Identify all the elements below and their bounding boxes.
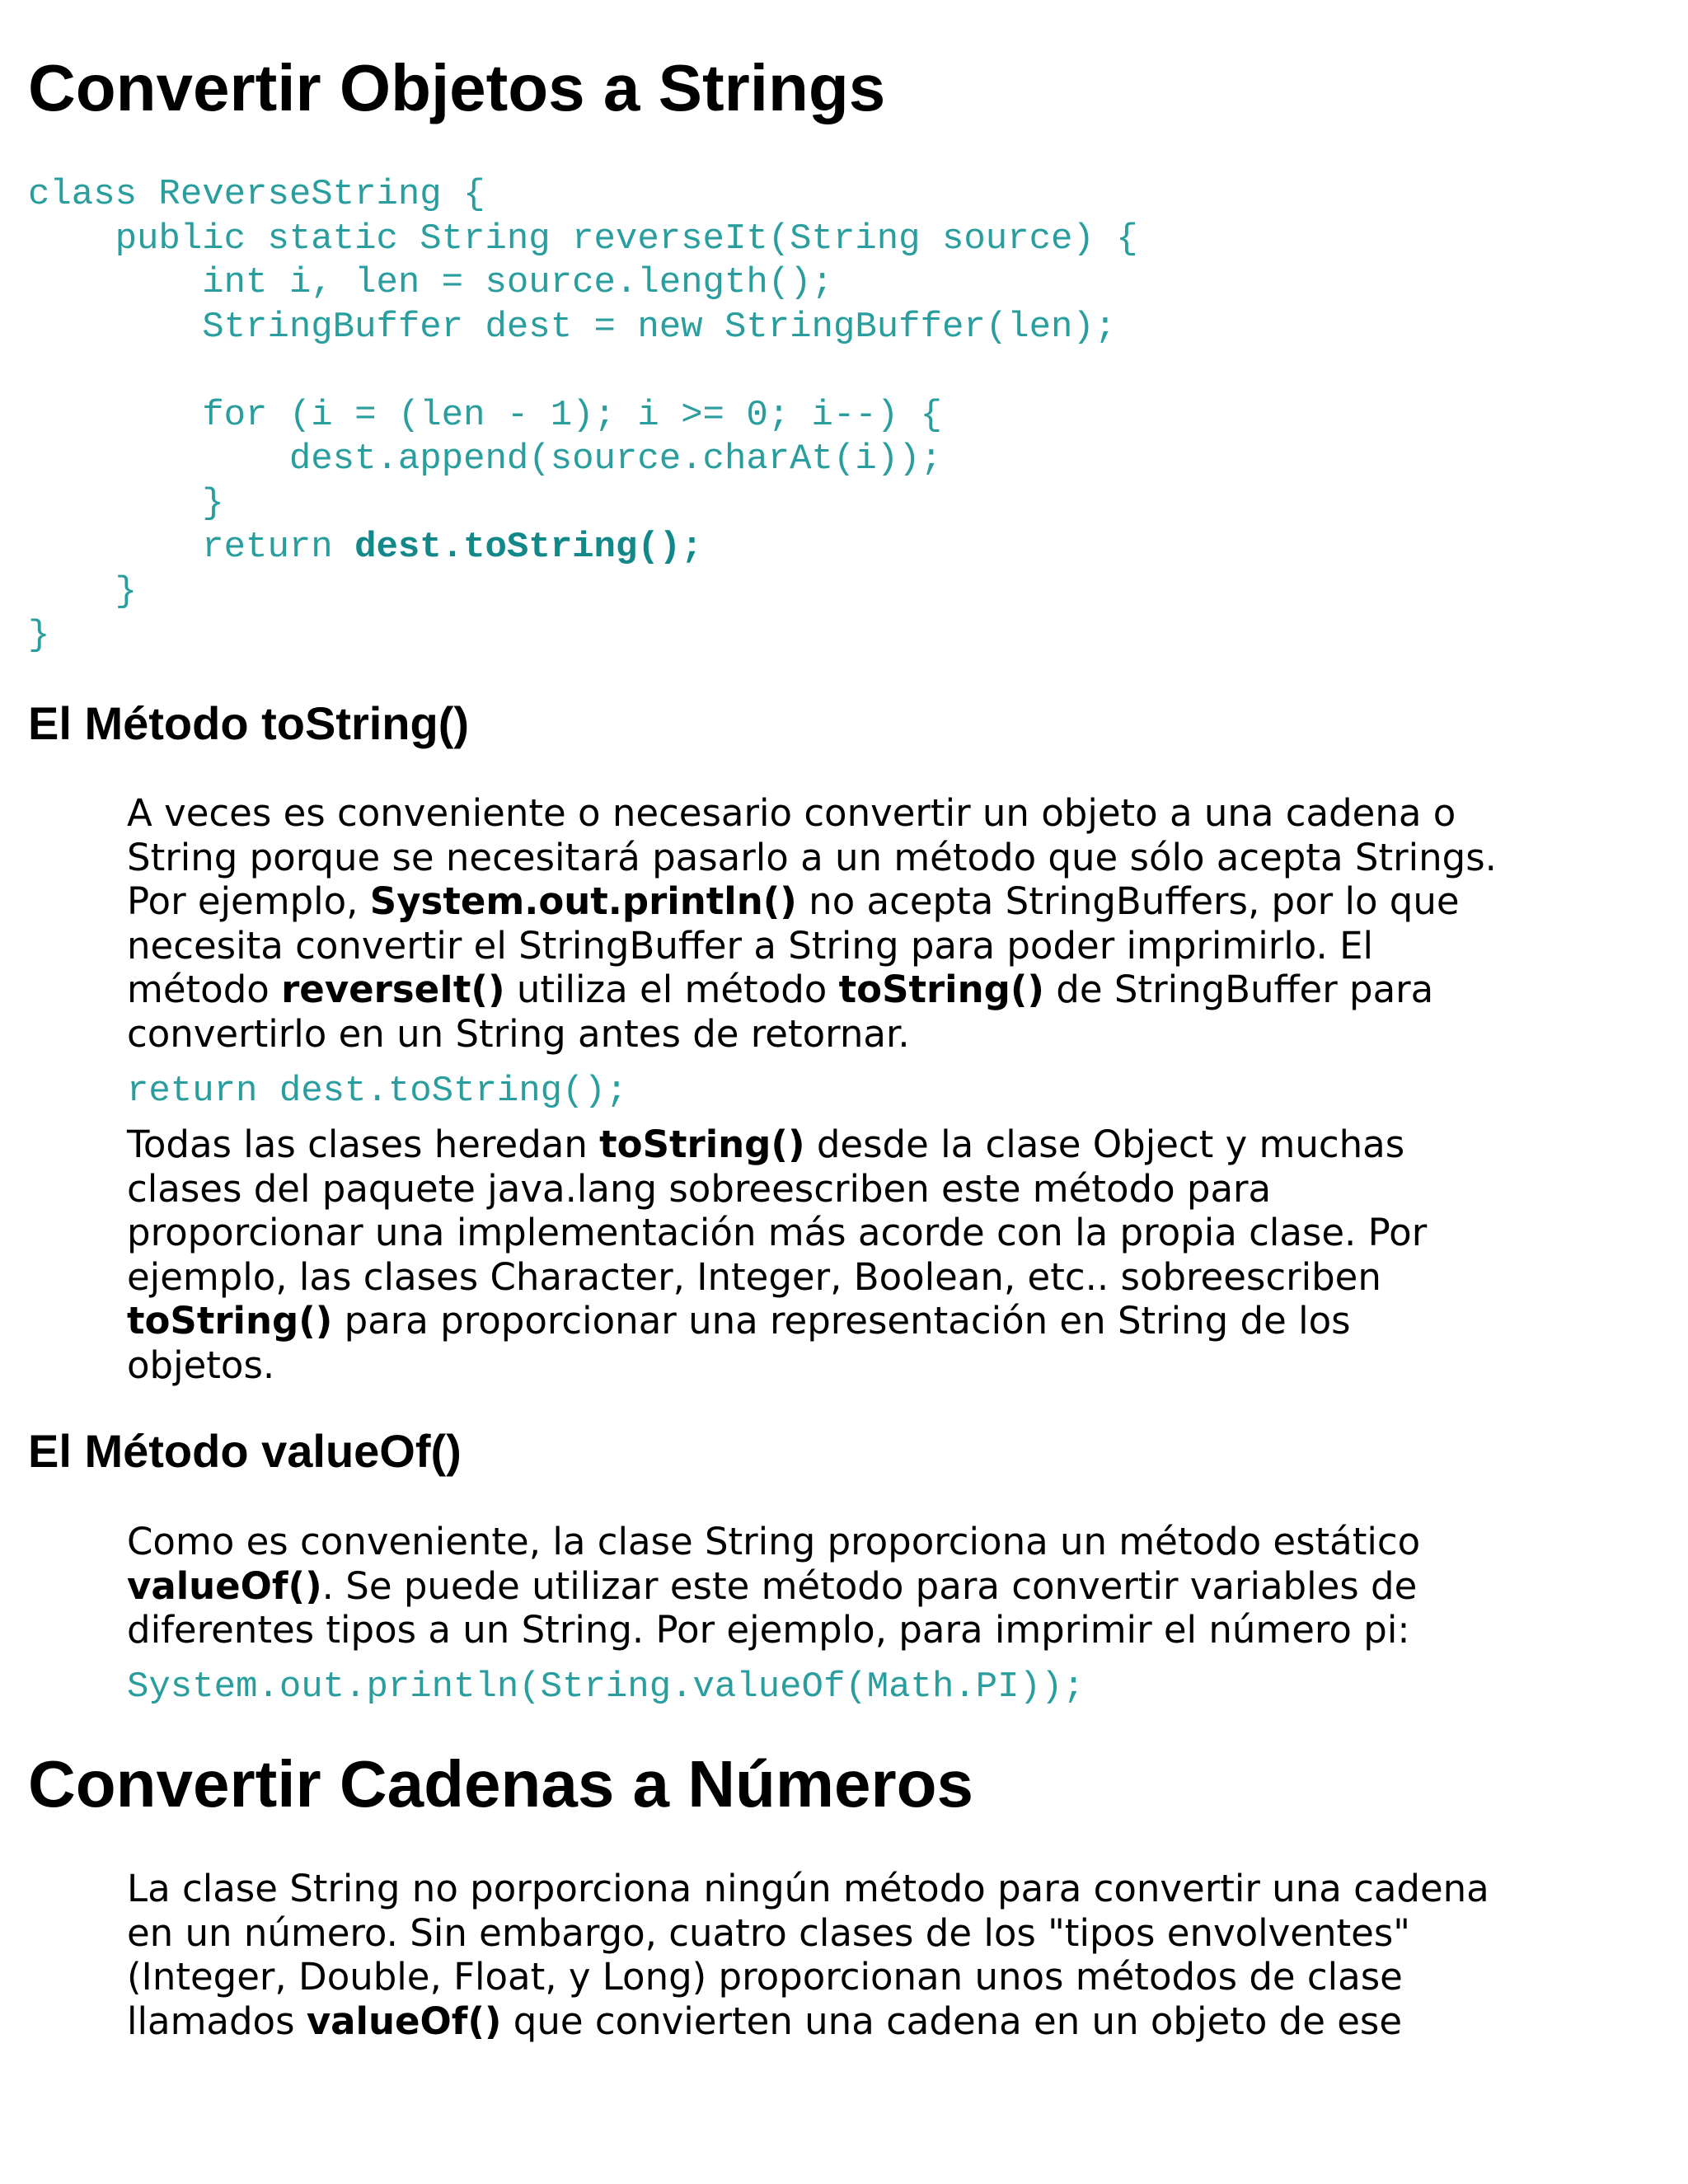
- text-line: La clase String no porporciona ningún método para convertir una cadena: [127, 1867, 1489, 1910]
- text-line: llamados valueOf() que convierten una cadena en un objeto de ese: [127, 1999, 1403, 2043]
- code-line: }: [28, 615, 50, 656]
- heading-tostring: El Método toString(): [28, 697, 470, 749]
- text-line: método reverseIt() utiliza el método toString() de StringBuffer para: [127, 968, 1434, 1011]
- text-line: diferentes tipos a un String. Por ejemplo, para imprimir el número pi:: [127, 1608, 1410, 1652]
- code-line: }: [28, 482, 224, 524]
- code-line: return: [28, 527, 355, 568]
- code-snippet-valueof: System.out.println(String.valueOf(Math.PI));: [127, 1666, 1085, 1708]
- bold-term: valueOf(): [306, 1999, 502, 2043]
- code-return-highlight: dest.toString();: [354, 527, 703, 568]
- code-line: dest.append(source.charAt(i));: [28, 438, 942, 480]
- text-line: A veces es conveniente o necesario convertir un objeto a una cadena o: [127, 791, 1456, 835]
- bold-term: System.out.println(): [369, 879, 797, 923]
- text-line: objetos.: [127, 1343, 275, 1387]
- text-line: necesita convertir el StringBuffer a String para poder imprimirlo. El: [127, 923, 1374, 968]
- heading-valueof: El Método valueOf(): [28, 1425, 462, 1477]
- bold-term: toString(): [599, 1122, 805, 1166]
- text-line: clases del paquete java.lang sobreescriben este método para: [127, 1166, 1272, 1211]
- numbers-paragraph: [127, 1867, 1660, 2043]
- code-line: class ReverseString {: [28, 174, 485, 215]
- tostring-paragraph-1: [127, 791, 1660, 1056]
- code-line: StringBuffer dest = new StringBuffer(len);: [28, 306, 1117, 348]
- tostring-paragraph-2: [127, 1122, 1660, 1387]
- section-title-objects: Convertir Objetos a Strings: [28, 51, 886, 124]
- text-line: proporcionar una implementación más acorde con la propia clase. Por: [127, 1211, 1428, 1254]
- bold-term: valueOf(): [127, 1563, 322, 1608]
- code-line: public static String reverseIt(String source) {: [28, 218, 1138, 260]
- code-line: }: [28, 570, 138, 612]
- text-line: String porque se necesitará pasarlo a un método que sólo acepta Strings.: [127, 835, 1497, 879]
- code-block-reverse-string: [28, 173, 1138, 658]
- text-line: Por ejemplo, System.out.println() no acepta StringBuffers, por lo que: [127, 879, 1460, 923]
- text-line: Todas las clases heredan toString() desde la clase Object y muchas: [127, 1122, 1405, 1166]
- text-line: en un número. Sin embargo, cuatro clases de los "tipos envolventes": [127, 1910, 1410, 1955]
- valueof-paragraph: [127, 1520, 1660, 1652]
- code-line: for (i = (len - 1); i >= 0; i--) {: [28, 394, 942, 436]
- bold-term: toString(): [127, 1299, 333, 1343]
- text-line: toString() para proporcionar una representación en String de los: [127, 1299, 1351, 1343]
- text-line: convertirlo en un String antes de retornar.: [127, 1011, 910, 1056]
- bold-term: reverseIt(): [281, 968, 505, 1011]
- text-line: ejemplo, las clases Character, Integer, Boolean, etc.. sobreescriben: [127, 1254, 1381, 1299]
- section-title-numbers: Convertir Cadenas a Números: [28, 1747, 974, 1821]
- text-line: (Integer, Double, Float, y Long) proporcionan unos métodos de clase: [127, 1955, 1403, 1999]
- code-snippet-return: return dest.toString();: [127, 1071, 628, 1112]
- text-line: Como es conveniente, la clase String proporciona un método estático: [127, 1520, 1421, 1563]
- text-line: valueOf(). Se puede utilizar este método para convertir variables de: [127, 1563, 1418, 1608]
- code-line: int i, len = source.length();: [28, 262, 833, 303]
- bold-term: toString(): [838, 968, 1044, 1011]
